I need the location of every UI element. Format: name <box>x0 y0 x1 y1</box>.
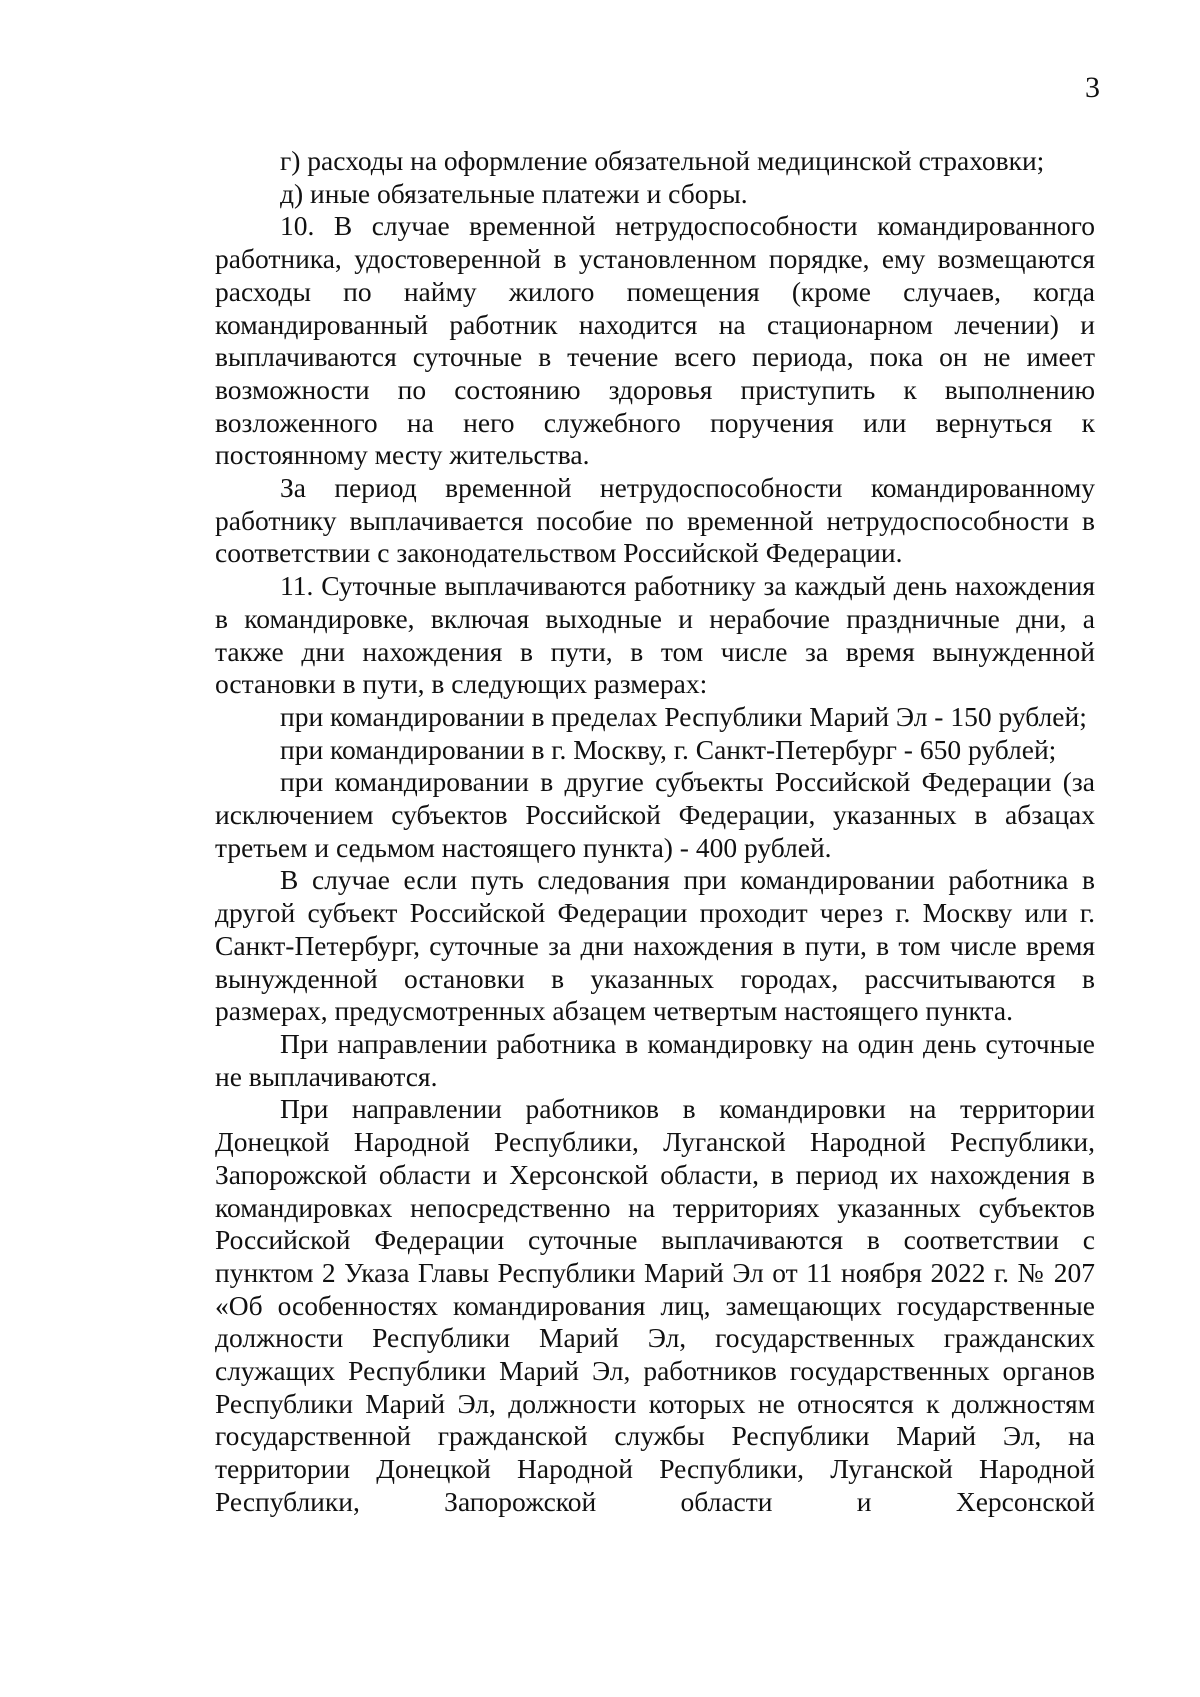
paragraph-new-territories: При направлении работников в командировки на территории Донецкой Народной Республики, Луганской Народной Республики, Запорожской области и Херсонской области, в период их нахождения в командировках непосредственно на территориях указанных субъектов Российской Федерации суточные выплачиваются в соответствии с пунктом 2 Указа Главы Республики Марий Эл от 11 ноября 2022 г. № 207 «Об особенностях командирования лиц, замещающих государственные должности Республики Марий Эл, государственных гражданских служащих Республики Марий Эл, работников государственных органов Республики Марий Эл, должности которых не относятся к должностям государственной гражданской службы Республики Марий Эл, на территории Донецкой Народной Республики, Луганской Народной Республики, Запорожской области и Херсонской <box>215 1093 1095 1517</box>
paragraph-one-day-trip: При направлении работника в командировку на один день суточные не выплачиваются. <box>215 1027 1095 1092</box>
paragraph-rate-mari-el: при командировании в пределах Республики Марий Эл - 150 рублей; <box>280 700 1087 732</box>
document-body <box>215 145 1095 1519</box>
paragraph-rate-other-regions: при командировании в другие субъекты Российской Федерации (за исключением субъектов Российской Федерации, указанных в абзацах третьем и седьмом настоящего пункта) - 400 рублей. <box>215 766 1095 863</box>
paragraph-sick-leave-benefit: За период временной нетрудоспособности командированному работнику выплачивается пособие по временной нетрудоспособности в соответствии с законодательством Российской Федерации. <box>215 472 1095 569</box>
paragraph-rate-moscow-spb: при командировании в г. Москву, г. Санкт-Петербург - 650 рублей; <box>280 733 1057 765</box>
paragraph-item-g: г) расходы на оформление обязательной медицинской страховки; <box>280 145 1045 176</box>
page-number: 3 <box>1085 71 1100 104</box>
paragraph-clause-10: 10. В случае временной нетрудоспособности командированного работника, удостоверенной в установленном порядке, ему возмещаются расходы по найму жилого помещения (кроме случаев, когда командированный работник находится на стационарном лечении) и выплачиваются суточные в течение всего периода, пока он не имеет возможности по состоянию здоровья приступить к выполнению возложенного на него служебного поручения или вернуться к постоянному месту жительства. <box>215 210 1095 471</box>
paragraph-clause-11: 11. Суточные выплачиваются работнику за каждый день нахождения в командировке, включая выходные и нерабочие праздничные дни, а также дни нахождения в пути, в том числе за время вынужденной остановки в пути, в следующих размерах: <box>215 570 1095 700</box>
paragraph-transit-moscow-spb: В случае если путь следования при командировании работника в другой субъект Российской Федерации проходит через г. Москву или г. Санкт-Петербург, суточные за дни нахождения в пути, в том числе время вынужденной остановки в указанных городах, рассчитываются в размерах, предусмотренных абзацем четвертым настоящего пункта. <box>215 864 1095 1027</box>
paragraph-item-d: д) иные обязательные платежи и сборы. <box>280 177 748 209</box>
